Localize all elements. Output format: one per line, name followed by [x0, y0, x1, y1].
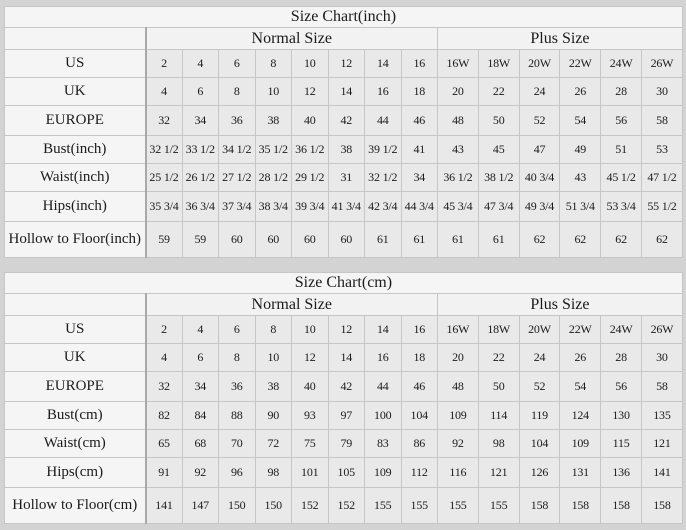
size-cell: 35 1/2: [255, 136, 292, 164]
corner-cell: [5, 28, 146, 50]
size-cell: 109: [560, 430, 601, 458]
size-cell: 47: [519, 136, 560, 164]
size-cell: 31: [328, 164, 365, 192]
table-row: [5, 430, 683, 458]
size-cell: 83: [365, 430, 402, 458]
size-cell: 8: [255, 50, 292, 78]
size-cell: 112: [401, 458, 438, 488]
chart-title: Size Chart(cm): [5, 273, 683, 294]
size-cell: 141: [146, 488, 183, 524]
row-label: UK: [5, 78, 146, 106]
size-cell: 79: [328, 430, 365, 458]
size-cell: 41: [401, 136, 438, 164]
size-cell: 101: [292, 458, 329, 488]
size-cell: 34 1/2: [219, 136, 256, 164]
row-label: Waist(cm): [5, 430, 146, 458]
size-cell: 38: [255, 106, 292, 136]
size-cell: 22: [478, 344, 519, 372]
size-cell: 147: [182, 488, 219, 524]
size-cell: 50: [478, 106, 519, 136]
size-cell: 51 3/4: [560, 192, 601, 222]
row-label: UK: [5, 344, 146, 372]
size-cell: 12: [292, 78, 329, 106]
table-row: [5, 192, 683, 222]
size-cell: 29 1/2: [292, 164, 329, 192]
table-row: [5, 222, 683, 258]
size-cell: 152: [292, 488, 329, 524]
size-cell: 42: [328, 372, 365, 402]
size-cell: 62: [601, 222, 642, 258]
size-cell: 14: [328, 78, 365, 106]
size-cell: 48: [438, 372, 479, 402]
corner-cell: [5, 294, 146, 316]
size-cell: 46: [401, 372, 438, 402]
row-label: Hips(inch): [5, 192, 146, 222]
size-cell: 59: [182, 222, 219, 258]
size-cell: 10: [255, 78, 292, 106]
size-cell: 12: [292, 344, 329, 372]
size-cell: 26: [560, 78, 601, 106]
size-cell: 41 3/4: [328, 192, 365, 222]
size-cell: 16: [401, 316, 438, 344]
size-cell: 49 3/4: [519, 192, 560, 222]
size-cell: 18W: [478, 316, 519, 344]
size-cell: 32: [146, 106, 183, 136]
size-cell: 88: [219, 402, 256, 430]
size-cell: 20: [438, 78, 479, 106]
size-cell: 32: [146, 372, 183, 402]
size-cell: 53: [641, 136, 682, 164]
size-cell: 45 3/4: [438, 192, 479, 222]
row-label: US: [5, 50, 146, 78]
row-label: Waist(inch): [5, 164, 146, 192]
size-cell: 62: [519, 222, 560, 258]
size-cell: 100: [365, 402, 402, 430]
size-cell: 10: [255, 344, 292, 372]
size-cell: 109: [438, 402, 479, 430]
size-cell: 61: [365, 222, 402, 258]
size-cell: 26W: [641, 50, 682, 78]
table-row: [5, 50, 683, 78]
size-cell: 155: [365, 488, 402, 524]
table-row: [5, 164, 683, 192]
size-cell: 68: [182, 430, 219, 458]
size-cell: 150: [255, 488, 292, 524]
size-cell: 155: [401, 488, 438, 524]
size-cell: 72: [255, 430, 292, 458]
size-cell: 10: [292, 316, 329, 344]
size-cell: 61: [478, 222, 519, 258]
size-cell: 38: [328, 136, 365, 164]
size-cell: 24: [519, 78, 560, 106]
size-cell: 46: [401, 106, 438, 136]
size-cell: 158: [560, 488, 601, 524]
size-cell: 38: [255, 372, 292, 402]
size-cell: 55 1/2: [641, 192, 682, 222]
size-cell: 47 1/2: [641, 164, 682, 192]
row-label: Hollow to Floor(cm): [5, 488, 146, 524]
size-cell: 18: [401, 78, 438, 106]
size-cell: 24W: [601, 316, 642, 344]
size-cell: 12: [328, 316, 365, 344]
size-cell: 14: [365, 316, 402, 344]
size-cell: 60: [292, 222, 329, 258]
size-cell: 20W: [519, 316, 560, 344]
row-label: US: [5, 316, 146, 344]
size-cell: 44: [365, 106, 402, 136]
size-cell: 59: [146, 222, 183, 258]
size-cell: 54: [560, 106, 601, 136]
size-cell: 35 3/4: [146, 192, 183, 222]
size-cell: 44 3/4: [401, 192, 438, 222]
size-cell: 86: [401, 430, 438, 458]
size-cell: 26 1/2: [182, 164, 219, 192]
size-cell: 150: [219, 488, 256, 524]
size-cell: 40 3/4: [519, 164, 560, 192]
size-cell: 36 1/2: [438, 164, 479, 192]
table-row: [5, 488, 683, 524]
size-cell: 130: [601, 402, 642, 430]
size-cell: 51: [601, 136, 642, 164]
size-cell: 42: [328, 106, 365, 136]
size-cell: 18: [401, 344, 438, 372]
row-label: Hollow to Floor(inch): [5, 222, 146, 258]
size-cell: 93: [292, 402, 329, 430]
size-cell: 141: [641, 458, 682, 488]
size-cell: 16: [401, 50, 438, 78]
size-cell: 92: [438, 430, 479, 458]
size-cell: 155: [438, 488, 479, 524]
size-cell: 6: [182, 78, 219, 106]
size-cell: 105: [328, 458, 365, 488]
column-group-header: Plus Size: [438, 28, 683, 50]
size-cell: 16W: [438, 316, 479, 344]
size-cell: 27 1/2: [219, 164, 256, 192]
size-cell: 97: [328, 402, 365, 430]
row-label: Bust(cm): [5, 402, 146, 430]
size-cell: 124: [560, 402, 601, 430]
size-cell: 22W: [560, 316, 601, 344]
size-cell: 6: [219, 50, 256, 78]
size-cell: 4: [182, 316, 219, 344]
size-cell: 75: [292, 430, 329, 458]
size-cell: 26: [560, 344, 601, 372]
size-cell: 4: [146, 344, 183, 372]
size-cell: 32 1/2: [146, 136, 183, 164]
size-cell: 109: [365, 458, 402, 488]
size-cell: 36: [219, 372, 256, 402]
column-group-header: Normal Size: [146, 294, 438, 316]
size-cell: 14: [365, 50, 402, 78]
size-cell: 136: [601, 458, 642, 488]
size-cell: 38 1/2: [478, 164, 519, 192]
size-cell: 96: [219, 458, 256, 488]
size-cell: 44: [365, 372, 402, 402]
size-cell: 50: [478, 372, 519, 402]
size-cell: 60: [328, 222, 365, 258]
size-cell: 16W: [438, 50, 479, 78]
size-cell: 38 3/4: [255, 192, 292, 222]
size-cell: 26W: [641, 316, 682, 344]
column-group-header: Normal Size: [146, 28, 438, 50]
size-cell: 24W: [601, 50, 642, 78]
size-cell: 82: [146, 402, 183, 430]
size-cell: 56: [601, 106, 642, 136]
size-cell: 39 3/4: [292, 192, 329, 222]
size-cell: 6: [182, 344, 219, 372]
size-cell: 45 1/2: [601, 164, 642, 192]
size-cell: 62: [560, 222, 601, 258]
size-cell: 6: [219, 316, 256, 344]
size-cell: 45: [478, 136, 519, 164]
size-cell: 14: [328, 344, 365, 372]
size-cell: 158: [641, 488, 682, 524]
size-cell: 158: [519, 488, 560, 524]
size-cell: 131: [560, 458, 601, 488]
size-cell: 2: [146, 316, 183, 344]
size-cell: 28: [601, 344, 642, 372]
size-cell: 155: [478, 488, 519, 524]
size-cell: 43: [438, 136, 479, 164]
table-row: [5, 372, 683, 402]
size-cell: 91: [146, 458, 183, 488]
size-cell: 104: [519, 430, 560, 458]
size-cell: 30: [641, 78, 682, 106]
size-cell: 8: [255, 316, 292, 344]
size-cell: 40: [292, 372, 329, 402]
size-cell: 20W: [519, 50, 560, 78]
size-cell: 34: [401, 164, 438, 192]
size-cell: 53 3/4: [601, 192, 642, 222]
size-cell: 33 1/2: [182, 136, 219, 164]
size-cell: 115: [601, 430, 642, 458]
chart-title: Size Chart(inch): [5, 7, 683, 28]
size-cell: 65: [146, 430, 183, 458]
size-cell: 34: [182, 372, 219, 402]
size-cell: 56: [601, 372, 642, 402]
size-cell: 22W: [560, 50, 601, 78]
size-cell: 39 1/2: [365, 136, 402, 164]
size-cell: 37 3/4: [219, 192, 256, 222]
table-row: [5, 106, 683, 136]
size-cell: 54: [560, 372, 601, 402]
row-label: Hips(cm): [5, 458, 146, 488]
size-cell: 126: [519, 458, 560, 488]
table-row: [5, 316, 683, 344]
size-chart-inch-table: [4, 6, 683, 258]
size-cell: 70: [219, 430, 256, 458]
size-cell: 121: [478, 458, 519, 488]
size-cell: 84: [182, 402, 219, 430]
size-cell: 36: [219, 106, 256, 136]
size-cell: 18W: [478, 50, 519, 78]
size-cell: 16: [365, 78, 402, 106]
size-cell: 121: [641, 430, 682, 458]
size-cell: 10: [292, 50, 329, 78]
size-cell: 49: [560, 136, 601, 164]
size-cell: 43: [560, 164, 601, 192]
size-cell: 25 1/2: [146, 164, 183, 192]
table-row: [5, 344, 683, 372]
size-cell: 58: [641, 372, 682, 402]
size-cell: 28 1/2: [255, 164, 292, 192]
size-cell: 2: [146, 50, 183, 78]
size-cell: 98: [478, 430, 519, 458]
size-chart-cm-table: [4, 272, 683, 524]
table-row: [5, 136, 683, 164]
size-cell: 116: [438, 458, 479, 488]
size-cell: 52: [519, 372, 560, 402]
size-cell: 60: [255, 222, 292, 258]
size-cell: 158: [601, 488, 642, 524]
size-cell: 34: [182, 106, 219, 136]
size-cell: 8: [219, 344, 256, 372]
size-cell: 62: [641, 222, 682, 258]
size-cell: 4: [146, 78, 183, 106]
row-label: Bust(inch): [5, 136, 146, 164]
size-cell: 48: [438, 106, 479, 136]
size-cell: 61: [438, 222, 479, 258]
column-group-header: Plus Size: [438, 294, 683, 316]
size-cell: 22: [478, 78, 519, 106]
size-cell: 90: [255, 402, 292, 430]
size-cell: 40: [292, 106, 329, 136]
table-row: [5, 402, 683, 430]
size-cell: 24: [519, 344, 560, 372]
size-cell: 8: [219, 78, 256, 106]
row-label: EUROPE: [5, 106, 146, 136]
size-cell: 135: [641, 402, 682, 430]
row-label: EUROPE: [5, 372, 146, 402]
size-cell: 61: [401, 222, 438, 258]
size-cell: 47 3/4: [478, 192, 519, 222]
size-cell: 152: [328, 488, 365, 524]
size-cell: 36 3/4: [182, 192, 219, 222]
size-cell: 30: [641, 344, 682, 372]
size-cell: 92: [182, 458, 219, 488]
table-row: [5, 78, 683, 106]
size-cell: 98: [255, 458, 292, 488]
size-cell: 104: [401, 402, 438, 430]
table-row: [5, 458, 683, 488]
size-cell: 58: [641, 106, 682, 136]
size-cell: 4: [182, 50, 219, 78]
size-cell: 32 1/2: [365, 164, 402, 192]
size-cell: 114: [478, 402, 519, 430]
size-cell: 119: [519, 402, 560, 430]
size-cell: 12: [328, 50, 365, 78]
size-cell: 36 1/2: [292, 136, 329, 164]
size-cell: 42 3/4: [365, 192, 402, 222]
size-cell: 28: [601, 78, 642, 106]
size-cell: 52: [519, 106, 560, 136]
size-cell: 16: [365, 344, 402, 372]
size-cell: 60: [219, 222, 256, 258]
size-cell: 20: [438, 344, 479, 372]
